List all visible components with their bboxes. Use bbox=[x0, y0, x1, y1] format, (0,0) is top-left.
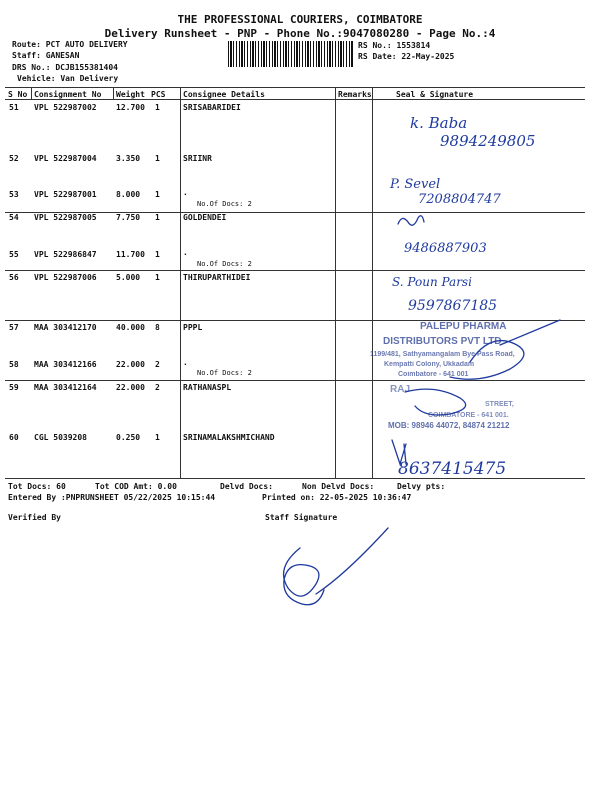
row-consignee: SRINAMALAKSHMICHAND bbox=[183, 433, 275, 442]
row-weight: 7.750 bbox=[116, 213, 141, 222]
stamp-text: Coimbatore - 641 001 bbox=[398, 371, 469, 378]
stamp-text: 1199/481, Sathyamangalam Bye Pass Road, bbox=[370, 351, 515, 358]
row-docs: No.Of Docs: 2 bbox=[197, 200, 252, 208]
drs-number: DRS No.: DCJB155381404 bbox=[12, 63, 118, 72]
row-pcs: 8 bbox=[155, 323, 160, 332]
row-pcs: 1 bbox=[155, 273, 160, 282]
row-consignment: VPL 522987006 bbox=[34, 273, 97, 282]
row-weight: 8.000 bbox=[116, 190, 141, 199]
row-weight: 11.700 bbox=[116, 250, 145, 259]
row-pcs: 1 bbox=[155, 190, 160, 199]
row-docs: No.Of Docs: 2 bbox=[197, 260, 252, 268]
stamp-text: STREET, bbox=[485, 401, 514, 408]
row-pcs: 1 bbox=[155, 154, 160, 163]
row-weight: 5.000 bbox=[116, 273, 141, 282]
row-pcs: 2 bbox=[155, 383, 160, 392]
row-consignee: . bbox=[183, 248, 188, 257]
row-consignment: MAA 303412164 bbox=[34, 383, 97, 392]
verified-by-label: Verified By bbox=[8, 513, 61, 522]
handwritten-name: S. Poun Parsi bbox=[392, 275, 472, 289]
row-pcs: 1 bbox=[155, 250, 160, 259]
company-stamp bbox=[370, 321, 515, 378]
row-weight: 12.700 bbox=[116, 103, 145, 112]
vehicle-label: Vehicle: Van Delivery bbox=[17, 74, 119, 83]
row-consignee: . bbox=[183, 188, 188, 197]
route-label: Route: PCT AUTO DELIVERY bbox=[12, 40, 128, 49]
signature-mark bbox=[398, 216, 424, 225]
row-sno: 56 bbox=[9, 273, 19, 282]
handwritten-phone: 9894249805 bbox=[440, 132, 536, 150]
row-consignee: THIRUPARTHIDEI bbox=[183, 273, 251, 282]
row-consignee: PPPL bbox=[183, 323, 203, 332]
row-weight: 3.350 bbox=[116, 154, 141, 163]
stamp-text: PALEPU PHARMA bbox=[420, 321, 507, 332]
row-consignment: CGL 5039208 bbox=[34, 433, 87, 442]
delivery-points: Delvy pts: bbox=[397, 482, 446, 491]
delivered-docs: Delvd Docs: bbox=[220, 482, 273, 491]
row-sno: 58 bbox=[9, 360, 19, 369]
row-consignee: SRISABARIDEI bbox=[183, 103, 241, 112]
entered-by: Entered By :PNPRUNSHEET 05/22/2025 10:15:44 bbox=[8, 493, 216, 502]
stamp-text: MOB: 98946 44072, 84874 21212 bbox=[388, 421, 510, 430]
runsheet-title: Delivery Runsheet - PNP - Phone No.:9047080280 - Page No.:4 bbox=[104, 27, 496, 40]
row-consignment: MAA 303412170 bbox=[34, 323, 97, 332]
col-header-consignee: Consignee Details bbox=[183, 90, 265, 99]
col-header-sno: S No bbox=[8, 90, 28, 99]
handwritten-phone: 8637415475 bbox=[398, 459, 507, 479]
staff-label: Staff: GANESAN bbox=[12, 51, 80, 60]
row-consignment: VPL 522987002 bbox=[34, 103, 97, 112]
row-sno: 59 bbox=[9, 383, 19, 392]
printed-on: Printed on: 22-05-2025 10:36:47 bbox=[262, 493, 412, 502]
row-sno: 51 bbox=[9, 103, 19, 112]
handwritten-name: k. Baba bbox=[410, 114, 468, 132]
row-weight: 22.000 bbox=[116, 360, 145, 369]
handwritten-name: P. Sevel bbox=[390, 177, 441, 192]
handwritten-phone: 9486887903 bbox=[404, 241, 487, 256]
rs-date: RS Date: 22-May-2025 bbox=[358, 52, 455, 61]
row-weight: 0.250 bbox=[116, 433, 141, 442]
row-consignment: MAA 303412166 bbox=[34, 360, 97, 369]
row-consignee: SRIINR bbox=[183, 154, 212, 163]
staff-signature-mark bbox=[284, 528, 388, 605]
col-header-consignment: Consignment No bbox=[34, 90, 102, 99]
company-title: THE PROFESSIONAL COURIERS, COIMBATORE bbox=[177, 13, 423, 26]
row-pcs: 1 bbox=[155, 103, 160, 112]
total-cod-amount: Tot COD Amt: 0.00 bbox=[95, 482, 177, 491]
row-consignment: VPL 522986847 bbox=[34, 250, 97, 259]
col-header-weight: Weight bbox=[116, 90, 145, 99]
non-delivered-docs: Non Delvd Docs: bbox=[302, 482, 375, 491]
stamp-text: Kempatti Colony, Ukkadam bbox=[384, 361, 475, 368]
row-sno: 53 bbox=[9, 190, 19, 199]
row-pcs: 2 bbox=[155, 360, 160, 369]
total-docs: Tot Docs: 60 bbox=[8, 482, 66, 491]
row-weight: 40.000 bbox=[116, 323, 145, 332]
row-sno: 52 bbox=[9, 154, 19, 163]
row-consignee: GOLDENDEI bbox=[183, 213, 227, 222]
stamp-text: RAJ bbox=[390, 384, 411, 395]
row-pcs: 1 bbox=[155, 433, 160, 442]
row-sno: 57 bbox=[9, 323, 19, 332]
rs-number: RS No.: 1553814 bbox=[358, 41, 431, 50]
row-consignment: VPL 522987004 bbox=[34, 154, 97, 163]
col-header-pcs: PCS bbox=[151, 90, 166, 99]
row-sno: 55 bbox=[9, 250, 19, 259]
row-sno: 60 bbox=[9, 433, 19, 442]
row-consignment: VPL 522987005 bbox=[34, 213, 97, 222]
handwritten-phone: 7208804747 bbox=[418, 192, 501, 207]
row-consignment: VPL 522987001 bbox=[34, 190, 97, 199]
handwritten-phone: 9597867185 bbox=[408, 298, 498, 314]
stamp-text: COIMBATORE - 641 001. bbox=[428, 412, 509, 419]
row-pcs: 1 bbox=[155, 213, 160, 222]
stamp-text: DISTRIBUTORS PVT LTD bbox=[383, 336, 502, 347]
row-consignee: RATHANASPL bbox=[183, 383, 232, 392]
row-sno: 54 bbox=[9, 213, 19, 222]
col-header-remarks: Remarks bbox=[338, 90, 372, 99]
col-header-seal: Seal & Signature bbox=[396, 90, 474, 99]
row-docs: No.Of Docs: 2 bbox=[197, 369, 252, 377]
staff-signature-label: Staff Signature bbox=[265, 513, 338, 522]
row-consignee: . bbox=[183, 358, 188, 367]
row-weight: 22.000 bbox=[116, 383, 145, 392]
